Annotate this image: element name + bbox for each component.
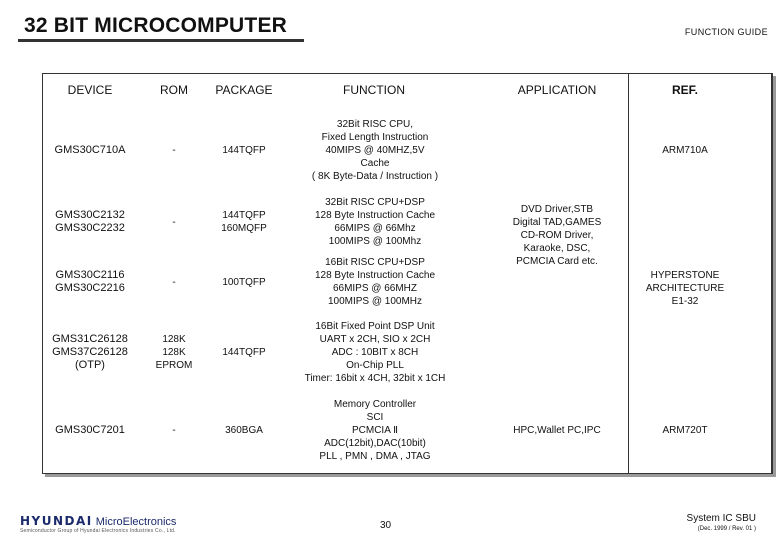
title-underline [18,39,304,42]
page-number: 30 [380,520,392,531]
column-divider [628,73,629,473]
table-row-function: 16Bit Fixed Point DSP Unit UART x 2CH, SIO x 2CH ADC : 10BIT x 8CH On-Chip PLL Timer: 16bit x 4CH, 32bit x 1CH [304,320,446,384]
table-row-rom: - [172,216,176,228]
table-row-device: GMS31C26128 GMS37C26128 (OTP) [52,332,128,371]
logo-brand: HYUNDAI [20,514,93,528]
table-row-package: 100TQFP [222,276,266,288]
table-row-package: 144TQFP [222,144,266,156]
application-merged-cell: DVD Driver,STB Digital TAD,GAMES CD-ROM Driver, Karaoke, DSC, PCMCIA Card etc. [512,203,602,267]
table-row-rom: - [172,144,176,156]
company-logo [20,514,176,528]
table-row-ref: ARM720T [662,424,708,436]
logo-subtext: Semiconductor Group of Hyundai Electronics Industries Co., Ltd. [20,528,176,534]
function-guide-label: FUNCTION GUIDE [684,27,768,37]
table-row-package: 144TQFP [222,346,266,358]
table-row-rom: - [172,424,176,436]
table-row-device: GMS30C710A [54,143,126,156]
logo-division: MicroElectronics [95,516,177,528]
column-header-application: APPLICATION [517,82,597,97]
table-row-device: GMS30C2132 GMS30C2232 [55,209,125,234]
table-row-function: 16Bit RISC CPU+DSP 128 Byte Instruction Cache 66MIPS @ 66MHZ 100MIPS @ 100MHz [314,257,436,307]
table-row-package: 144TQFP 160MQFP [221,210,267,234]
revision-label: (Dec. 1999 / Rev. 01 ) [697,526,756,532]
table-row-function: 32Bit RISC CPU+DSP 128 Byte Instruction Cache 66MIPS @ 66Mhz 100MIPS @ 100Mhz [314,197,436,247]
business-unit-label: System IC SBU [686,513,756,524]
ref-merged-cell: HYPERSTONE ARCHITECTURE E1-32 [645,269,725,307]
column-header-package: PACKAGE [215,82,273,97]
column-header-rom: ROM [160,82,188,97]
table-row-device: GMS30C7201 [55,423,125,436]
table-row-device: GMS30C2116 GMS30C2216 [55,269,125,294]
table-row-application: HPC,Wallet PC,IPC [513,424,601,436]
table-row-rom: 128K 128K EPROM [155,333,193,371]
table-row-function: Memory Controller SCI PCMCIA Ⅱ ADC(12bit),DAC(10bit) PLL , PMN , DMA , JTAG [319,398,431,462]
table-row-package: 360BGA [225,424,263,436]
table-row-function: 32Bit RISC CPU, Fixed Length Instruction 40MIPS @ 40MHZ,5V Cache ( 8K Byte-Data / Instruction ) [311,118,439,182]
column-header-ref: REF. [671,82,698,97]
table-row-rom: - [172,276,176,288]
table-row-ref: ARM710A [662,144,708,156]
column-header-function: FUNCTION [343,82,405,97]
page-title: 32 BIT MICROCOMPUTER [24,14,288,37]
column-header-device: DEVICE [67,82,113,97]
